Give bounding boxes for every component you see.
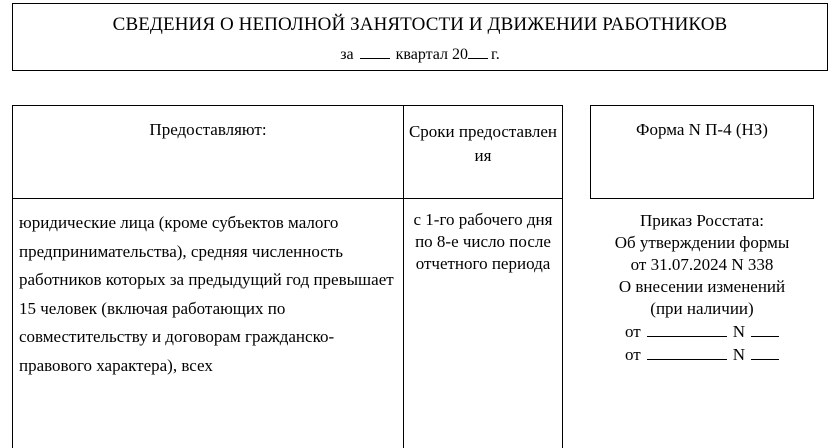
period-for-label: за: [340, 46, 354, 63]
header-submitters-cell: [12, 105, 404, 199]
quarter-label: квартал 20: [395, 46, 469, 63]
order-approval: Об утверждении формы: [614, 233, 790, 252]
rosstat-order-block: [590, 210, 814, 366]
header-deadlines-cell: [403, 105, 563, 199]
submitters-text: юридические лица (кроме субъектов малого предпринимательства), средняя численность работников которых за предыдущий год превышает 15 человек (включая работающих по совместительству и договорам гражданско-правового характера), всех: [19, 213, 394, 375]
form-number: Форма N П-4 (НЗ): [636, 120, 768, 139]
form-title-box: [12, 3, 828, 71]
amendment-from-label: от: [625, 345, 641, 364]
amendment-row-1: [590, 320, 814, 343]
header-deadlines: Сроки предоставления: [408, 122, 558, 165]
quarter-blank: [360, 44, 390, 59]
year-suffix: г.: [491, 46, 500, 63]
amendment-number-blank: [751, 343, 779, 360]
amendment-n-label: N: [732, 345, 745, 364]
amendment-date-blank: [647, 343, 727, 360]
body-deadlines-cell: [403, 198, 563, 448]
period-line: [13, 44, 827, 64]
order-date: от 31.07.2024 N 338: [630, 255, 774, 274]
body-submitters-cell: [12, 198, 404, 448]
amendment-number-blank: [751, 320, 779, 337]
amendment-n-label: N: [732, 322, 745, 341]
amendment-date-blank: [647, 320, 727, 337]
form-title: СВЕДЕНИЯ О НЕПОЛНОЙ ЗАНЯТОСТИ И ДВИЖЕНИИ РАБОТНИКОВ: [112, 14, 728, 35]
deadline-text: с 1-го рабочего дня по 8-е число после отчетного периода: [413, 210, 553, 273]
order-if-any: (при наличии): [650, 299, 754, 318]
amendment-row-2: [590, 343, 814, 366]
order-heading: Приказ Росстата:: [639, 211, 765, 230]
year-blank: [468, 44, 488, 59]
form-number-box: [590, 105, 814, 199]
order-amendments: О внесении изменений: [618, 277, 786, 296]
amendment-from-label: от: [625, 322, 641, 341]
header-submitters: Предоставляют:: [149, 120, 267, 139]
